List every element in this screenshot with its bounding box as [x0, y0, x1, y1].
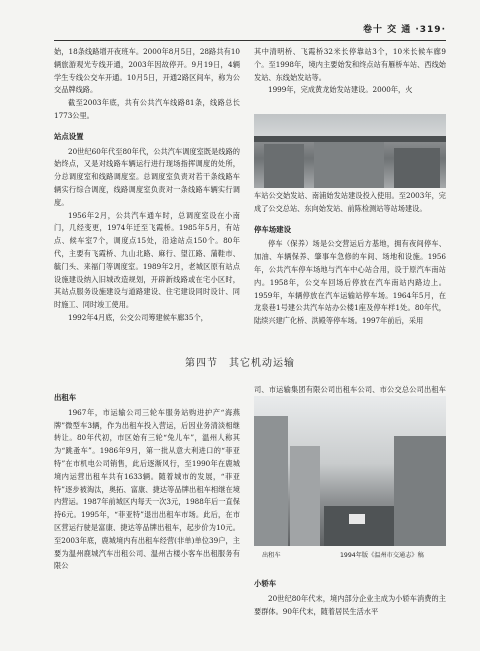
subheading-station: 站点设置: [54, 131, 84, 141]
paragraph: 1999年，完成黄龙始发站建设。2000年，火: [268, 85, 413, 95]
column-right-upper-cont: [254, 190, 446, 328]
column-left-upper: [54, 46, 240, 325]
paragraph: 其中清明桥、飞霞桥32米长停靠站3个，10米长候车廊9个。至1998年，境内主要始发和终点站有雁桥车站、西线始发站、东线始发站等。: [254, 47, 446, 82]
column-right-lower: [254, 578, 446, 618]
photo-caption-right: 1994年版《温州市交通志》稿: [340, 552, 424, 559]
paragraph: 停车（保养）场是公交营运后方基地，拥有夜间停车、加油、车辆保养、肇事车急修的车间、场地和设施。1956年，公共汽车停车场地与汽车中心站合用，设于原汽车南站内。1958年，公交车回场后停放在汽车南站内路边上。1959年，车辆停放在汽车运输站停车场。1964年5月，在龙泉巷1号建公共汽车站办公楼1座及停车样1处。80年代，陆续兴建广化桥、洪殿等停车场。1997年前后，采用: [254, 239, 446, 326]
paragraph: 20世纪80年代末，境内部分企业主成为小轿车消费的主要群体。90年代末，随着居民生活水平: [254, 593, 446, 616]
subheading-depot: 停车场建设: [254, 224, 291, 234]
paragraph: 截至2003年底，共有公共汽车线路81条，线路总长1773公里。: [54, 98, 240, 120]
paragraph: 1992年4月底，公交公司筹建候车廊35个，: [68, 312, 208, 322]
taxi-street-photo: [254, 396, 446, 546]
paragraph: 司、市运输集团有限公司出租车公司、市公交总公司出租车: [254, 385, 446, 394]
section-title: 第四节 其它机动运输: [185, 358, 295, 369]
paragraph: 车站公交始发站、南浦始发站建设投入使用。至2003年，完成了公交总站、东向始发站、前陈检测站等站场建设。: [254, 191, 446, 213]
subheading-taxi: 出租车: [54, 393, 77, 402]
paragraph: 始，18条线路增开夜班车。2000年8月5日，28路共有10辆旅游观光专线开通，2003年因故停开。9月19日，4辆学生专线公交车开通。10月5日，开通2路区间车，称为公交品牌线路。: [54, 47, 240, 95]
subheading-minicar: 小轿车: [254, 579, 277, 588]
running-title: 卷十 交 通 ·319·: [362, 25, 446, 35]
bus-station-photo: [254, 114, 446, 188]
paragraph: 1956年2月，公共汽车通车时，总调度室设在小南门，几经变更，1974年迁至飞霞桥。1985年5月，有站点、候车室7个，调度点15处，沿途站点150个。80年代，主要有飞霞桥、九山北路、麻行、望江路、蒲鞋市、毓门头、来福门等调度室。1989年2月，老城区原有站点设施建设纳入旧城改造规划，开辟新线路或在宅小区时，其站点服务设施建设与道路建设、住宅建设同时设计、同时施工、同时竣工使用。: [54, 210, 240, 310]
paragraph: 20世纪60年代至80年代，公共汽车调度室既是线路的始终点，又是对线路车辆运行进行现场指挥调度的处所，分总调度室和线路调度室。总调度室负责对若干条线路车辆实行综合调度，线路调度室负责对一条线路车辆实行调度。: [54, 146, 240, 207]
column-left-lower: [54, 384, 240, 573]
running-header: [54, 18, 446, 41]
photo-caption-left: 出租车: [262, 552, 281, 559]
paragraph: 1967年，市运输公司三轮车服务站购进护产“海燕牌”微型车3辆，作为出租车投入营运，后因业务清淡相继转让。80年代初，市区始有三轮“兔儿车”，温州人称其为“跳蚤车”。1986年9月，第一批从意大利进口的“菲亚特”在市机电公司销售，此后逐渐风行，至1990年在鹿城境内运营出租车共有1633辆。随着城市的发展，“菲亚特”逐步被淘汰，奥拓、富康、捷达等品牌出租车相继在境内营运。1987年前城区内每天一次3元，1988年后一直保持6元。1995年，“菲亚特”退出出租车市场。此后，在市区营运行驶是富康、捷达等品牌出租车，起步价为10元。至2003年底，鹿城境内有出租车经营(非单)单位39户，主要为温州鹿城汽车出租公司、温州古楼小客车出租服务有限公: [54, 407, 240, 571]
column-right-upper: [254, 46, 446, 97]
